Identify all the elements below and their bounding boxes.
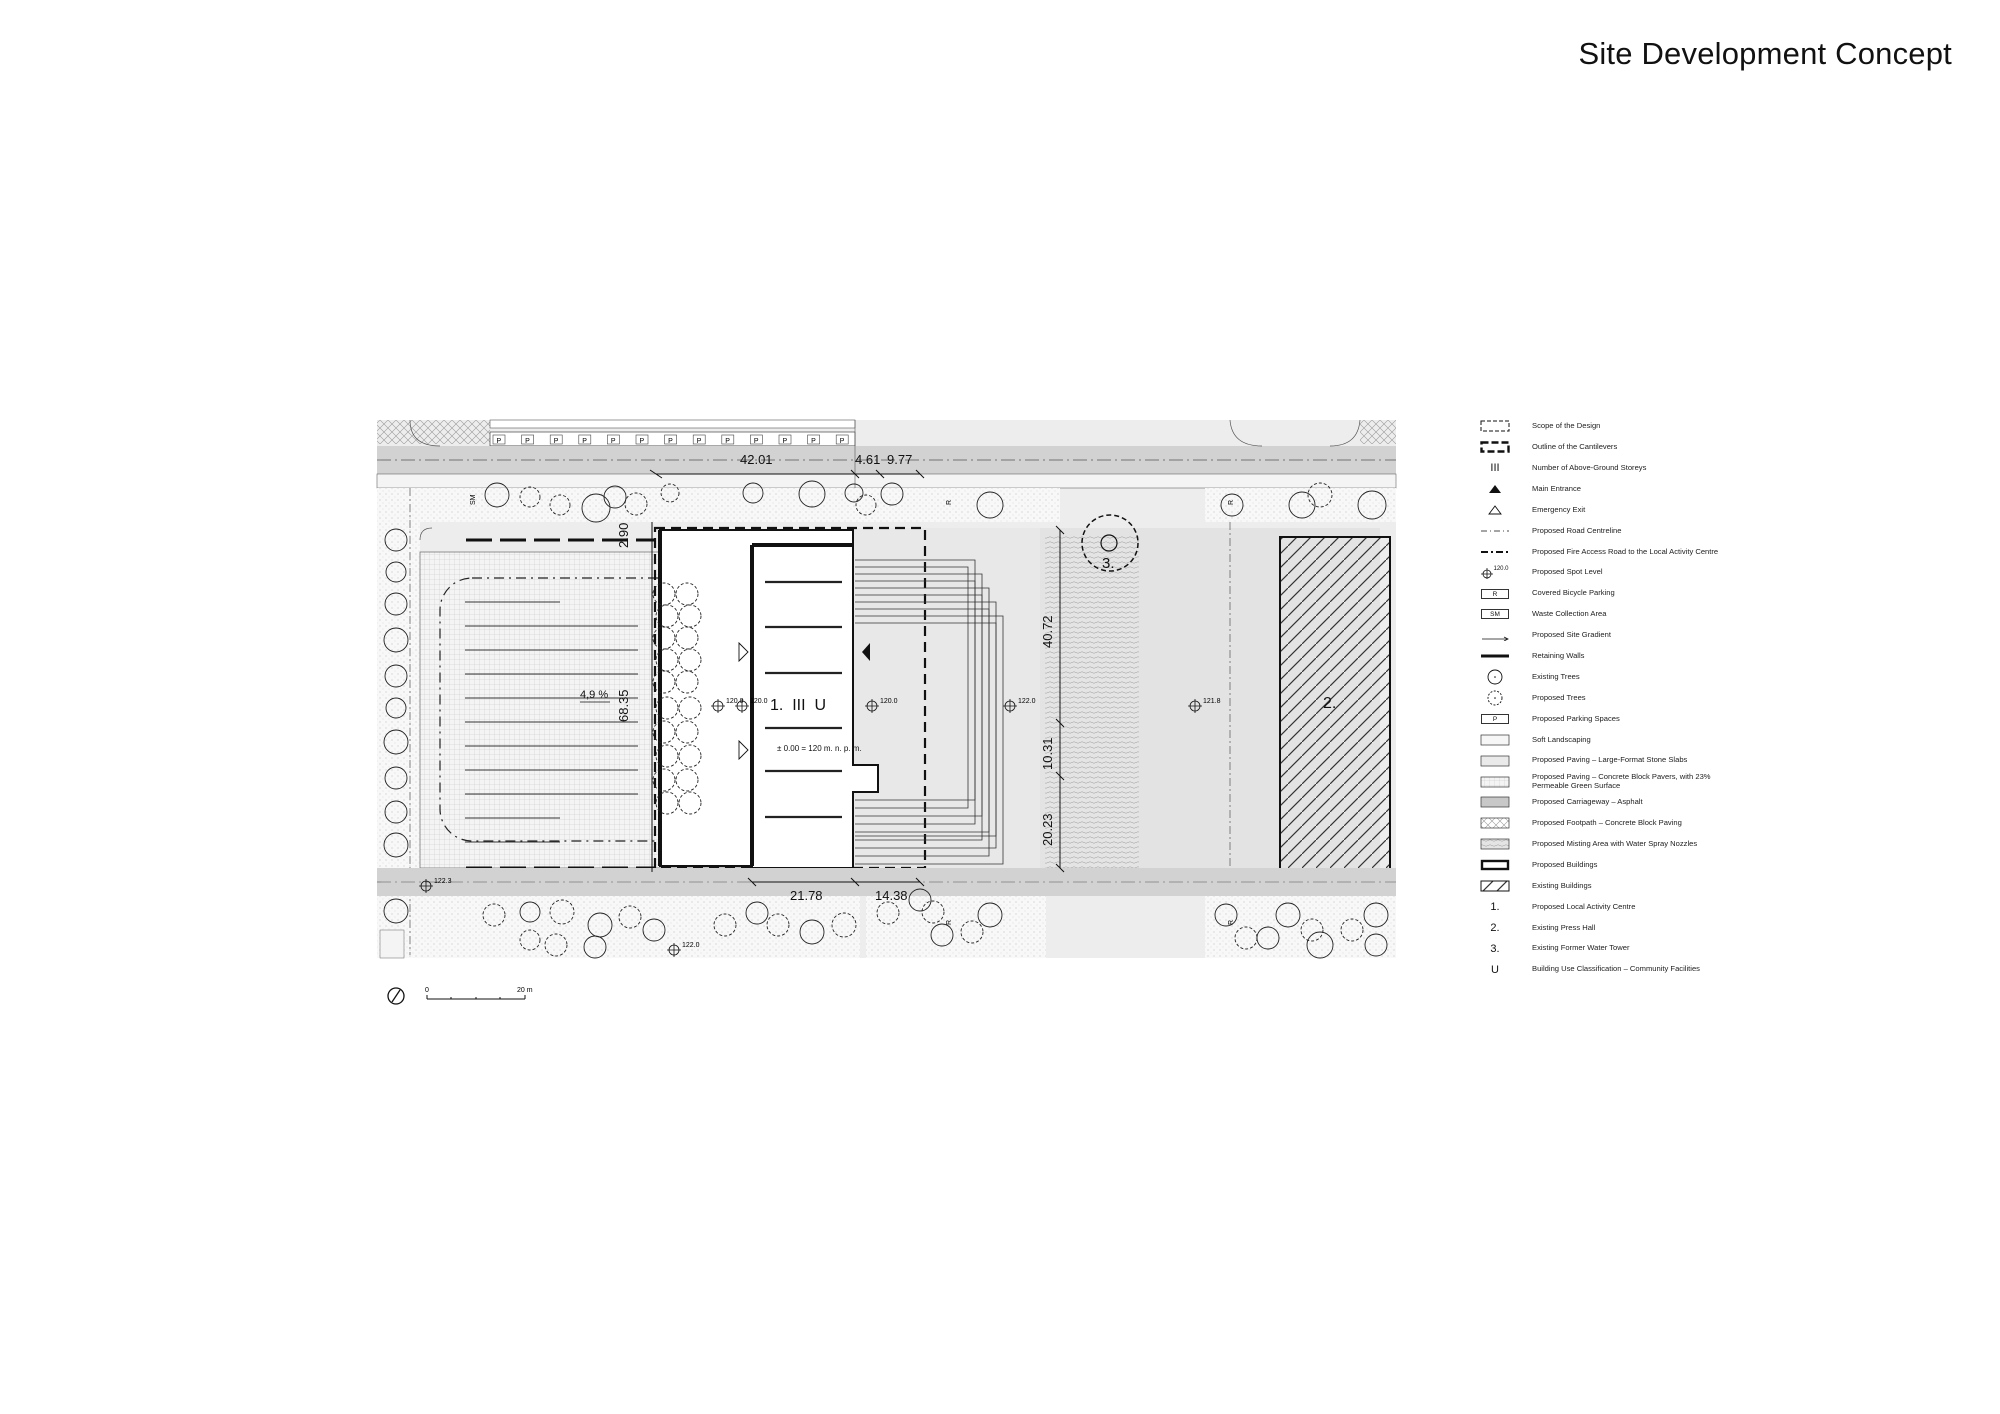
water-tower-label: 3.	[1102, 555, 1115, 572]
parking-box-icon	[1478, 712, 1512, 726]
legend-item	[1478, 479, 1918, 500]
numeral-icon	[1478, 963, 1512, 977]
legend-item	[1478, 750, 1918, 771]
legend-label: Building Use Classification – Community Facilities	[1532, 964, 1700, 974]
numeral-icon	[1478, 942, 1512, 956]
legend-item	[1478, 834, 1918, 855]
filled-triangle-icon	[1478, 482, 1512, 496]
waste-box-icon	[1478, 607, 1512, 621]
soft-landscaping	[866, 896, 1046, 958]
legend-label: Covered Bicycle Parking	[1532, 588, 1615, 598]
legend-item	[1478, 646, 1918, 667]
legend-symbol-text: P	[1481, 714, 1509, 724]
parking-space-label: P	[782, 438, 788, 445]
footpath	[377, 420, 490, 444]
parking-space-label: P	[811, 438, 816, 445]
bicycle-parking-label: R	[1228, 919, 1235, 925]
legend-item	[1478, 896, 1918, 917]
thick-line-icon	[1478, 649, 1512, 663]
bicycle-box-icon	[1478, 587, 1512, 601]
bicycle-parking-label: R	[946, 499, 953, 505]
spot-level-label: 120.0	[880, 698, 898, 705]
legend-label: Emergency Exit	[1532, 504, 1586, 514]
bold-dash-dot-line-icon	[1478, 545, 1512, 559]
building-label: 1. III U	[770, 697, 827, 714]
legend-item	[1478, 771, 1918, 792]
existing-building-label: 2.	[1323, 695, 1337, 712]
legend-label: Waste Collection Area	[1532, 609, 1607, 619]
hatch-box-icon	[1478, 879, 1512, 893]
parking-space-label: P	[725, 438, 730, 445]
footpath	[380, 930, 404, 958]
legend-label: Proposed Spot Level	[1532, 567, 1603, 577]
legend-symbol-text: SM	[1481, 609, 1509, 619]
dimension-label: 20.23	[1040, 813, 1055, 846]
legend-label: Proposed Carriageway – Asphalt	[1532, 797, 1643, 807]
north-arrow-icon	[388, 988, 404, 1004]
legend-item	[1478, 437, 1918, 458]
legend-label: Existing Former Water Tower	[1532, 943, 1630, 953]
spot-level-label: 121.8	[1203, 698, 1221, 705]
legend-symbol-text: 1.	[1490, 900, 1500, 913]
legend-label: Proposed Misting Area with Water Spray Nozzles	[1532, 839, 1698, 848]
datum-label: ± 0.00 = 120 m. n. p. m.	[777, 744, 862, 753]
legend-label: Main Entrance	[1532, 483, 1581, 493]
legend-item	[1478, 792, 1918, 813]
footpath	[1360, 420, 1396, 444]
numeral-icon	[1478, 900, 1512, 914]
legend-label: Existing Trees	[1532, 671, 1580, 681]
legend-item	[1478, 855, 1918, 876]
cantilever-bracket-icon	[1478, 440, 1512, 454]
legend-label: Proposed Paving – Concrete Block Pavers, with 23% Permeable Green Surface	[1532, 772, 1711, 790]
legend-label: Proposed Fire Access Road to the Local Activity Centre	[1532, 546, 1719, 556]
legend-label: Proposed Trees	[1532, 692, 1586, 702]
legend-label: Outline of the Cantilevers	[1532, 442, 1618, 452]
legend-label: Proposed Road Centreline	[1532, 525, 1622, 535]
parking-space-label: P	[639, 438, 645, 445]
tree-dashed-icon	[1478, 691, 1512, 705]
legend-item	[1478, 688, 1918, 709]
legend-label: Retaining Walls	[1532, 650, 1585, 660]
legend-item	[1478, 583, 1918, 604]
dimension-label: 21.78	[790, 888, 823, 903]
outline-triangle-icon	[1478, 503, 1512, 517]
tree-solid-icon	[1478, 670, 1512, 684]
legend-item	[1478, 458, 1918, 479]
page-title: Site Development Concept	[1578, 36, 1952, 71]
scale-start: 0	[425, 987, 429, 994]
legend	[1478, 416, 1918, 980]
spot-level-label: 122.0	[682, 942, 700, 949]
spot-level-marker-icon	[1478, 566, 1512, 580]
legend-label: Proposed Site Gradient	[1532, 630, 1611, 640]
legend-item	[1478, 562, 1918, 583]
parking-space-label: P	[525, 438, 530, 445]
gradient-arrow-icon	[1478, 628, 1512, 642]
spot-level-label: 120.0	[750, 698, 768, 705]
legend-item	[1478, 500, 1918, 521]
legend-item	[1478, 604, 1918, 625]
gradient-label: 4,9 %	[580, 689, 609, 701]
legend-label: Soft Landscaping	[1532, 734, 1591, 744]
dimension-label: 42.01	[740, 452, 773, 467]
dimension-label: 14.38	[875, 888, 908, 903]
grid-box-icon	[1478, 775, 1512, 789]
storeys-numeral-icon	[1478, 461, 1512, 475]
spot-level-label: 122.3	[434, 878, 452, 885]
parking-space-label: P	[696, 438, 702, 445]
legend-item	[1478, 813, 1918, 834]
footpath	[377, 474, 1396, 488]
legend-item	[1478, 416, 1918, 437]
legend-item	[1478, 541, 1918, 562]
dimension-label: 2.90	[616, 522, 631, 548]
legend-symbol-text: U	[1491, 963, 1499, 976]
cross-hatch-box-icon	[1478, 816, 1512, 830]
legend-item	[1478, 938, 1918, 959]
dimension-label: 40.72	[1040, 615, 1055, 648]
legend-label: Proposed Buildings	[1532, 859, 1598, 869]
legend-symbol-text: R	[1481, 589, 1509, 599]
spot-level-label: 122.0	[1018, 698, 1036, 705]
misting-area	[1045, 536, 1139, 869]
grey-box-icon	[1478, 795, 1512, 809]
legend-item	[1478, 959, 1918, 980]
legend-label: Proposed Paving – Large-Format Stone Slabs	[1532, 755, 1688, 765]
parking-space-label: P	[753, 438, 759, 445]
dotted-box-icon	[1478, 733, 1512, 747]
legend-item	[1478, 876, 1918, 897]
legend-label: Existing Press Hall	[1532, 922, 1596, 932]
parking-space-label: P	[496, 438, 502, 445]
numeral-icon	[1478, 921, 1512, 935]
legend-item	[1478, 520, 1918, 541]
scale-bar	[425, 987, 533, 999]
legend-item	[1478, 708, 1918, 729]
wave-box-icon	[1478, 837, 1512, 851]
legend-item	[1478, 729, 1918, 750]
parking-space-label: P	[553, 438, 559, 445]
site-plan	[377, 420, 1396, 958]
dimension-label: 10.31	[1040, 737, 1055, 770]
scope-dashed-box-icon	[1478, 419, 1512, 433]
bicycle-parking-label: R	[1228, 499, 1235, 505]
legend-symbol-text: 2.	[1490, 921, 1500, 934]
soft-landscaping	[920, 488, 1020, 522]
footpath	[490, 420, 855, 428]
legend-label: Proposed Footpath – Concrete Block Paving	[1532, 818, 1682, 828]
legend-label: Scope of the Design	[1532, 421, 1601, 431]
spot-level-label: 120.0	[726, 698, 744, 705]
soft-landscaping	[1205, 896, 1396, 958]
dimension-label: 9.77	[887, 452, 913, 467]
legend-item	[1478, 625, 1918, 646]
dimension-label: 4.61	[855, 452, 881, 467]
plain-box-icon	[1478, 754, 1512, 768]
legend-label: Proposed Parking Spaces	[1532, 713, 1620, 723]
dimension-label: 68.35	[616, 689, 631, 722]
legend-item	[1478, 917, 1918, 938]
legend-symbol-text: 120.0	[1493, 565, 1509, 572]
legend-label: Existing Buildings	[1532, 880, 1592, 890]
parking-space-label: P	[582, 438, 587, 445]
parking-space-label: P	[610, 438, 616, 445]
legend-symbol-text: 3.	[1490, 942, 1500, 955]
scale-end: 20 m	[517, 987, 533, 994]
parking-space-label: P	[668, 438, 673, 445]
legend-item	[1478, 667, 1918, 688]
dash-dot-line-icon	[1478, 524, 1512, 538]
legend-symbol-text: III	[1490, 462, 1500, 475]
soft-landscaping	[420, 896, 860, 958]
bold-box-icon	[1478, 858, 1512, 872]
bicycle-parking-label: R	[946, 919, 953, 925]
legend-label: Proposed Local Activity Centre	[1532, 901, 1636, 911]
legend-label: Number of Above-Ground Storeys	[1532, 462, 1647, 472]
waste-collection-label: SM	[470, 494, 477, 505]
parking-space-label: P	[839, 438, 845, 445]
